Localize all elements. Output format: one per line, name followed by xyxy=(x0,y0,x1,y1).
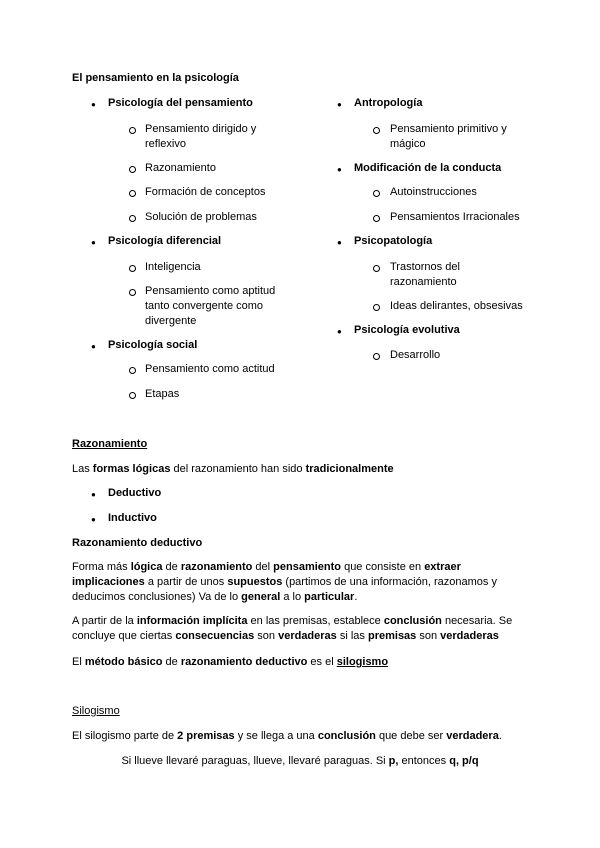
paragraph: A partir de la información implícita en las premisas, establece conclusión necesaria. Se concluye que ciertas consecuencias son verdaderas si las premisas son verdaderas xyxy=(72,615,513,642)
bullet-icon: ● xyxy=(337,100,342,109)
subtopic-label: Desarrollo xyxy=(390,349,441,361)
topic-label: Psicología diferencial xyxy=(108,235,222,247)
circle-bullet-icon xyxy=(373,265,380,272)
topic-label: Psicología social xyxy=(108,339,198,351)
page-title: El pensamiento en la psicología xyxy=(72,72,239,84)
paragraph: El método básico de razonamiento deductivo es el silogismo xyxy=(72,656,389,668)
subtopic-label: Razonamiento xyxy=(145,162,216,174)
circle-bullet-icon xyxy=(129,127,136,134)
bullet-icon: ● xyxy=(337,327,342,336)
bullet-icon: ● xyxy=(91,100,96,109)
section-heading: Silogismo xyxy=(72,705,120,717)
subtopic-label: Solución de problemas xyxy=(145,211,257,223)
circle-bullet-icon xyxy=(373,127,380,134)
subtopic-label: Pensamiento dirigido y reflexivo xyxy=(145,123,257,150)
circle-bullet-icon xyxy=(129,190,136,197)
subtopic-label: Pensamiento como aptitud tanto convergente como divergente xyxy=(145,285,276,327)
bullet-icon: ● xyxy=(91,490,96,499)
bullet-icon: ● xyxy=(91,238,96,247)
circle-bullet-icon xyxy=(129,392,136,399)
subtopic-label: Ideas delirantes, obsesivas xyxy=(390,300,523,312)
subtopic-label: Formación de conceptos xyxy=(145,186,266,198)
list-item: Deductivo xyxy=(108,487,162,499)
subtopic-label: Autoinstrucciones xyxy=(390,186,477,198)
circle-bullet-icon xyxy=(129,166,136,173)
circle-bullet-icon xyxy=(129,265,136,272)
subtopic-label: Pensamientos Irracionales xyxy=(390,211,520,223)
subtopic-label: Etapas xyxy=(145,388,180,400)
bullet-icon: ● xyxy=(337,238,342,247)
example-line: Si llueve llevaré paraguas, llueve, llevaré paraguas. Si p, entonces q, p/q xyxy=(121,755,479,767)
circle-bullet-icon xyxy=(373,353,380,360)
topic-label: Antropología xyxy=(354,97,423,109)
bullet-icon: ● xyxy=(91,515,96,524)
list-item: Inductivo xyxy=(108,512,157,524)
circle-bullet-icon xyxy=(373,190,380,197)
circle-bullet-icon xyxy=(129,289,136,296)
circle-bullet-icon xyxy=(129,215,136,222)
paragraph: Forma más lógica de razonamiento del pensamiento que consiste en extraer implicaciones a partir de unos supuestos (partimos de una información, razonamos y deducimos conclusiones) Va de lo general a lo particular. xyxy=(72,561,497,603)
bullet-icon: ● xyxy=(337,165,342,174)
topic-label: Psicopatología xyxy=(354,235,433,247)
topic-label: Psicología evolutiva xyxy=(354,324,460,336)
paragraph: El silogismo parte de 2 premisas y se llega a una conclusión que debe ser verdadera. xyxy=(72,730,502,742)
subtopic-label: Pensamiento como actitud xyxy=(145,363,275,375)
subtopic-label: Trastornos del razonamiento xyxy=(390,261,460,288)
circle-bullet-icon xyxy=(373,215,380,222)
subtopic-label: Pensamiento primitivo y mágico xyxy=(390,123,507,150)
intro-paragraph: Las formas lógicas del razonamiento han sido tradicionalmente xyxy=(72,463,394,475)
subtopic-label: Inteligencia xyxy=(145,261,201,273)
section-heading: Razonamiento xyxy=(72,438,148,450)
bullet-icon: ● xyxy=(91,342,96,351)
subsection-heading: Razonamiento deductivo xyxy=(72,537,203,549)
circle-bullet-icon xyxy=(373,304,380,311)
topic-label: Psicología del pensamiento xyxy=(108,97,253,109)
circle-bullet-icon xyxy=(129,367,136,374)
topic-label: Modificación de la conducta xyxy=(354,162,502,174)
